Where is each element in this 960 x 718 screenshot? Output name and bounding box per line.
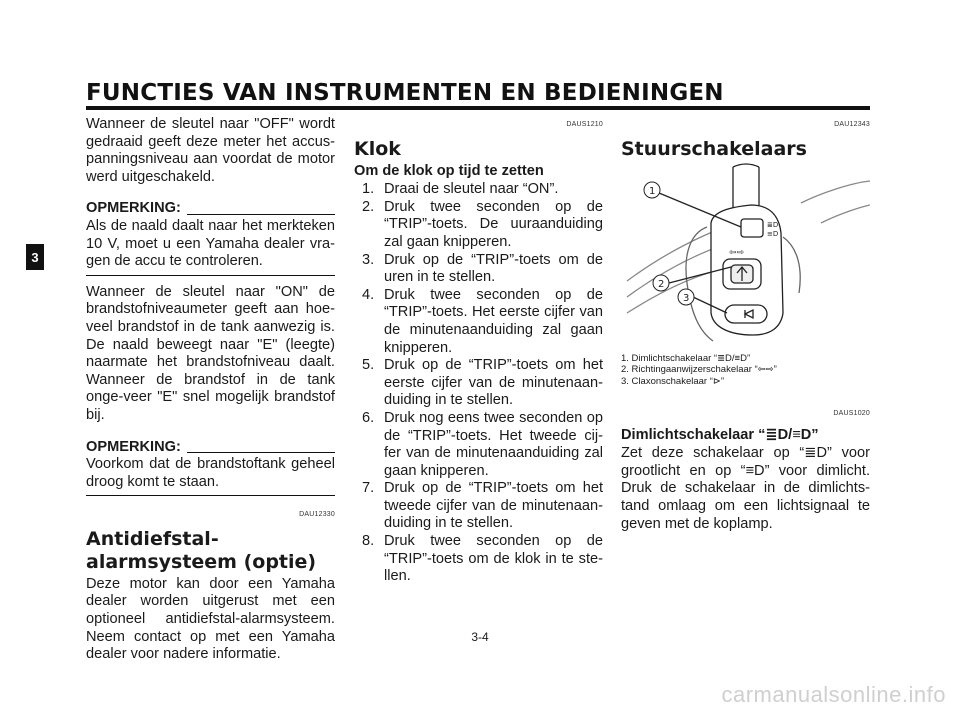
clock-steps <box>354 181 603 586</box>
handlebar-switch-figure <box>621 163 870 351</box>
intro-paragraph: Wanneer de sleutel naar "OFF" wordt gedraaid geeft deze meter het accus-panningsniveau aan voordat de motor werd uitgeschakeld. <box>86 116 335 185</box>
clock-code: DAUS1210 <box>566 121 603 128</box>
note-2-rule <box>187 452 335 453</box>
fuel-paragraph: Wanneer de sleutel naar "ON" de brandstofniveaumeter geeft aan hoe-veel brandstof in de tank aanwezig is. De naald beweegt naar "E" (leegte) naarmate het brandstofniveau daalt. Wanneer de brandstof in de tank onge-veer "E" snel mogelijk brandstof bij. <box>86 283 335 423</box>
handlebar-title: Stuurschakelaars <box>621 137 807 160</box>
dimmer-title: Dimlichtschakelaar “≣D/≡D” <box>621 426 819 443</box>
caption-line-3: 3. Claxonschakelaar “⊳” <box>621 375 725 387</box>
handlebar-code: DAU12343 <box>834 121 870 128</box>
column-3 <box>621 116 870 533</box>
list-item: 7. Druk op de “TRIP”-toets om het tweede cijfer van de minutenaan-duiding in te stellen. <box>362 480 603 532</box>
handlebar-switch-illustration <box>621 163 870 351</box>
column-2 <box>354 116 603 586</box>
caption-line-1: 1. Dimlichtschakelaar “≣D/≡D” <box>621 352 751 364</box>
svg-text:⇦⇨: ⇦⇨ <box>729 247 745 258</box>
list-item: 6. Druk nog eens twee seconden op de “TRIP”-toets. Het tweede cij-fer van de minutenaanduiding zal gaan knipperen. <box>362 409 603 479</box>
clock-subtitle: Om de klok op tijd te zetten <box>354 162 544 179</box>
header-rule <box>86 106 870 110</box>
note-2-label: OPMERKING: <box>86 438 181 455</box>
note-1-text: Als de naald daalt naar het merkteken 10 V, moet u een Yamaha dealer vra-gen de accu te controleren. <box>86 217 335 270</box>
alarm-section-title: Antidiefstal-alarmsysteem (optie) <box>86 527 317 573</box>
alarm-section-text: Deze motor kan door een Yamaha dealer worden uitgerust met een optioneel antidiefstal-alarmsysteem. Neem contact op met een Yamaha dealer voor nadere informatie. <box>86 575 335 663</box>
watermark: carmanualsonline.info <box>721 682 946 707</box>
dimmer-text: Zet deze schakelaar op “≣D” voor grootlicht en op “≡D” voor dimlicht. Druk de schakelaar in de dimlichts-tand omlaag om een lichtsignaal te geven met de koplamp. <box>621 445 870 532</box>
list-item: 2. Druk twee seconden op de “TRIP”-toets. De uuraanduiding zal gaan knipperen. <box>362 198 603 250</box>
callout-1: 1 <box>649 185 656 197</box>
caption-line-2: 2. Richtingaanwijzerschakelaar “⇦⇨” <box>621 364 777 376</box>
page-number: 3-4 <box>471 630 489 644</box>
list-item: 8. Druk twee seconden op de “TRIP”-toets om de klok in te ste-llen. <box>362 533 603 585</box>
clock-title: Klok <box>354 137 401 160</box>
svg-text:≣D: ≣D <box>767 220 779 229</box>
note-2-end-rule <box>86 495 335 496</box>
callout-2: 2 <box>658 278 665 290</box>
svg-text:≡D: ≡D <box>767 229 779 238</box>
note-2-heading <box>86 439 335 457</box>
dimmer-code: DAUS1020 <box>833 410 870 418</box>
figure-caption <box>621 353 870 388</box>
callout-3: 3 <box>683 292 690 304</box>
note-1-label: OPMERKING: <box>86 200 181 217</box>
page-header-title: FUNCTIES VAN INSTRUMENTEN EN BEDIENINGEN <box>86 80 724 106</box>
list-item: 5. Druk op de “TRIP”-toets om het eerste cijfer van de minutenaan-duiding in te stellen. <box>362 357 603 409</box>
column-1 <box>86 116 335 664</box>
list-item: 1. Draai de sleutel naar “ON”. <box>362 181 559 198</box>
list-item: 3. Druk op de “TRIP”-toets om de uren in te stellen. <box>362 251 603 286</box>
chapter-tab: 3 <box>26 244 44 270</box>
section-code: DAU12330 <box>299 511 335 519</box>
note-1-heading <box>86 200 335 218</box>
note-2-text: Voorkom dat de brandstoftank geheel droog komt te staan. <box>86 456 335 490</box>
note-1-end-rule <box>86 275 335 276</box>
list-item: 4. Druk twee seconden op de “TRIP”-toets. Het eerste cijfer van de minutenaanduiding zal gaan knipperen. <box>362 286 603 356</box>
note-1-rule <box>187 214 335 215</box>
